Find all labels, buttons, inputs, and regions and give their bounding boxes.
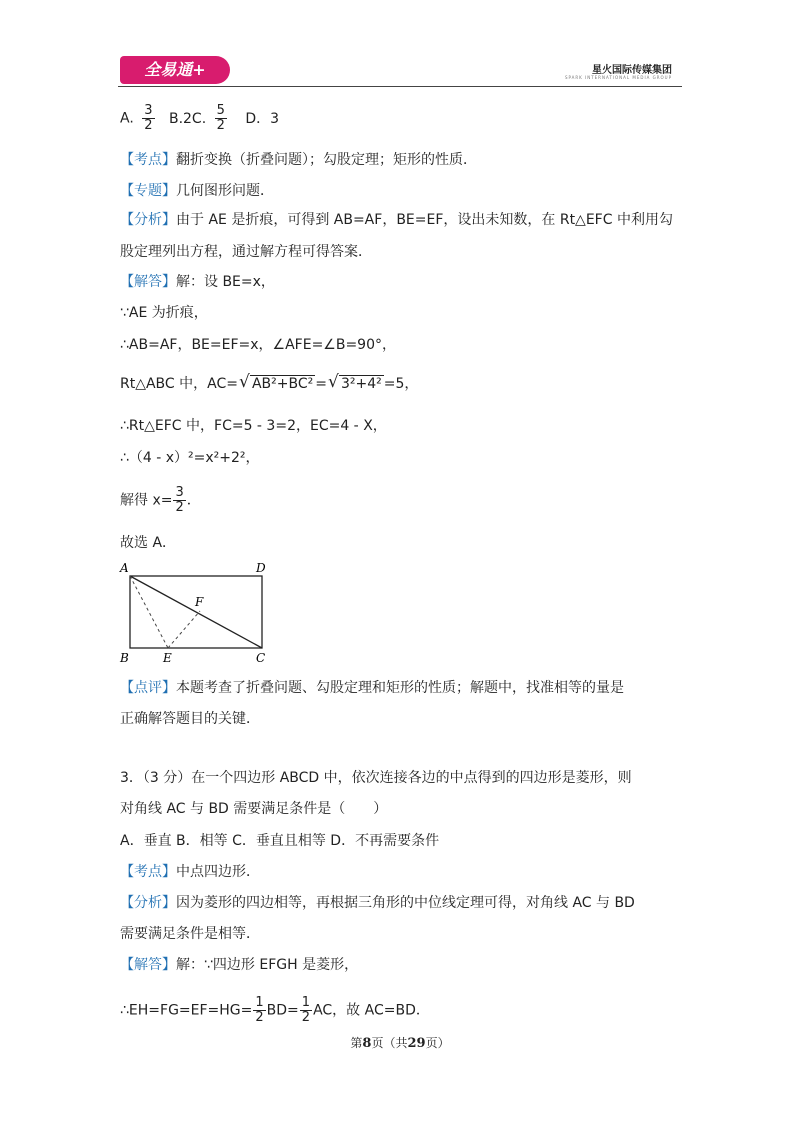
fenxi-text: 由于 AE 是折痕，可得到 AB=AF，BE=EF，设出未知数，在 Rt△EFC 中利用勾 bbox=[176, 212, 673, 228]
q3-stem-line1: 3．（3 分）在一个四边形 ABCD 中，依次连接各边的中点得到的四边形是菱形，则 bbox=[120, 770, 632, 786]
publisher-subtitle: SPARK INTERNATIONAL MEDIA GROUP bbox=[564, 75, 672, 80]
half-fraction bbox=[300, 996, 312, 1025]
solve-suffix: ． bbox=[186, 492, 201, 509]
fenxi-text: 因为菱形的四边相等，再根据三角形的中位线定理可得，对角线 AC 与 BD bbox=[176, 895, 635, 911]
label-b: B bbox=[120, 651, 129, 665]
footer-suffix: 页） bbox=[425, 1036, 450, 1050]
half-fraction bbox=[253, 996, 265, 1025]
solve-fraction bbox=[173, 486, 185, 515]
zhuanti-text: 几何图形问题． bbox=[176, 183, 274, 199]
q2-choose-line: 故选 A． bbox=[120, 535, 177, 551]
label-c: C bbox=[256, 651, 266, 665]
page-number: 8 bbox=[362, 1036, 372, 1051]
page-total: 29 bbox=[407, 1036, 426, 1051]
fraction-numerator: 3 bbox=[175, 485, 184, 500]
kaodian-text: 翻折变换（折叠问题）；勾股定理；矩形的性质． bbox=[176, 152, 477, 168]
tag-jieda: 【解答】 bbox=[120, 274, 176, 290]
publisher-name: 星火国际传媒集团 bbox=[592, 65, 672, 76]
q3-options: A．垂直 B．相等 C．垂直且相等 D．不再需要条件 bbox=[120, 833, 440, 849]
option-d-label: D．3 bbox=[245, 110, 280, 127]
q2-fenxi-line2: 股定理列出方程，通过解方程可得答案． bbox=[120, 244, 372, 260]
last-mid: BD= bbox=[266, 1002, 299, 1019]
tag-dianping: 【点评】 bbox=[120, 680, 176, 696]
fraction-denominator: 2 bbox=[255, 1010, 264, 1025]
label-d: D bbox=[256, 561, 266, 575]
kaodian-text: 中点四边形． bbox=[176, 864, 260, 880]
header-divider bbox=[118, 86, 682, 87]
fraction-numerator: 1 bbox=[301, 995, 311, 1010]
q2-zhuanti bbox=[120, 181, 274, 201]
tag-kaodian: 【考点】 bbox=[120, 864, 176, 880]
q2-therefore-line2: ∴Rt△EFC 中，FC=5 - 3=2，EC=4 - X， bbox=[120, 418, 387, 434]
fold-line-ef bbox=[168, 611, 200, 648]
fraction-numerator: 1 bbox=[255, 995, 264, 1010]
q2-because-line: ∵AE 为折痕， bbox=[120, 305, 208, 321]
q2-rt-abc-line bbox=[120, 374, 418, 394]
option-bc-label: B.2C. bbox=[168, 110, 207, 127]
option-c-fraction bbox=[215, 104, 227, 133]
q2-solve-line bbox=[120, 486, 201, 515]
last-prefix: ∴EH=FG=EF=HG= bbox=[120, 1002, 253, 1019]
sqrt-expression: √ 3²+4² bbox=[339, 375, 384, 392]
tag-zhuanti: 【专题】 bbox=[120, 183, 176, 199]
rt-result: =5， bbox=[383, 376, 419, 392]
brand-logo: 全易通+ bbox=[120, 56, 230, 84]
jieda-text: 解：∵四边形 EFGH 是菱形， bbox=[176, 957, 359, 973]
fraction-numerator: 5 bbox=[216, 103, 225, 118]
q3-kaodian bbox=[120, 862, 260, 882]
footer-mid: 页（共 bbox=[371, 1036, 408, 1050]
tag-jieda: 【解答】 bbox=[120, 957, 176, 973]
q3-fenxi-line1 bbox=[120, 893, 635, 913]
q2-therefore-line1: ∴AB=AF，BE=EF=x，∠AFE=∠B=90°， bbox=[120, 337, 397, 353]
q2-therefore-line3: ∴（4 - x）²=x²+2²， bbox=[120, 450, 260, 466]
label-a: A bbox=[120, 561, 129, 575]
q3-last-line bbox=[120, 996, 430, 1025]
q2-options bbox=[120, 104, 279, 133]
diagonal-ac bbox=[130, 576, 262, 648]
equals-sign: = bbox=[315, 376, 327, 392]
label-e: E bbox=[163, 651, 172, 665]
q2-dianping-line1 bbox=[120, 678, 624, 698]
tag-fenxi: 【分析】 bbox=[120, 895, 176, 911]
dianping-text: 本题考查了折叠问题、勾股定理和矩形的性质；解题中，找准相等的量是 bbox=[176, 680, 624, 696]
fraction-denominator: 2 bbox=[216, 118, 225, 133]
sqrt-expression: √ AB²+BC² bbox=[250, 375, 315, 392]
rt-prefix: Rt△ABC 中，AC= bbox=[120, 376, 238, 392]
last-suffix: AC，故 AC=BD． bbox=[313, 1002, 430, 1019]
footer-prefix: 第 bbox=[350, 1036, 363, 1050]
jieda-text: 解：设 BE=x， bbox=[176, 274, 275, 290]
q3-fenxi-line2: 需要满足条件是相等． bbox=[120, 926, 260, 942]
q2-kaodian bbox=[120, 150, 477, 170]
fraction-denominator: 2 bbox=[175, 500, 184, 515]
q2-jieda bbox=[120, 272, 275, 292]
tag-fenxi: 【分析】 bbox=[120, 212, 176, 228]
label-f: F bbox=[195, 595, 204, 609]
tag-kaodian: 【考点】 bbox=[120, 152, 176, 168]
q3-stem-line2: 对角线 AC 与 BD 需要满足条件是（ ） bbox=[120, 801, 388, 817]
fraction-denominator: 2 bbox=[301, 1010, 311, 1025]
q3-jieda bbox=[120, 955, 358, 975]
fraction-numerator: 3 bbox=[144, 103, 153, 118]
option-a-label: A. bbox=[120, 110, 134, 127]
q2-dianping-line2: 正确解答题目的关键． bbox=[120, 711, 260, 727]
fraction-denominator: 2 bbox=[144, 118, 153, 133]
rectangle-fold-figure bbox=[118, 558, 278, 668]
option-a-fraction bbox=[142, 104, 154, 133]
q2-fenxi-line1 bbox=[120, 210, 673, 230]
solve-prefix: 解得 x= bbox=[120, 492, 173, 509]
page-footer bbox=[0, 1034, 800, 1051]
